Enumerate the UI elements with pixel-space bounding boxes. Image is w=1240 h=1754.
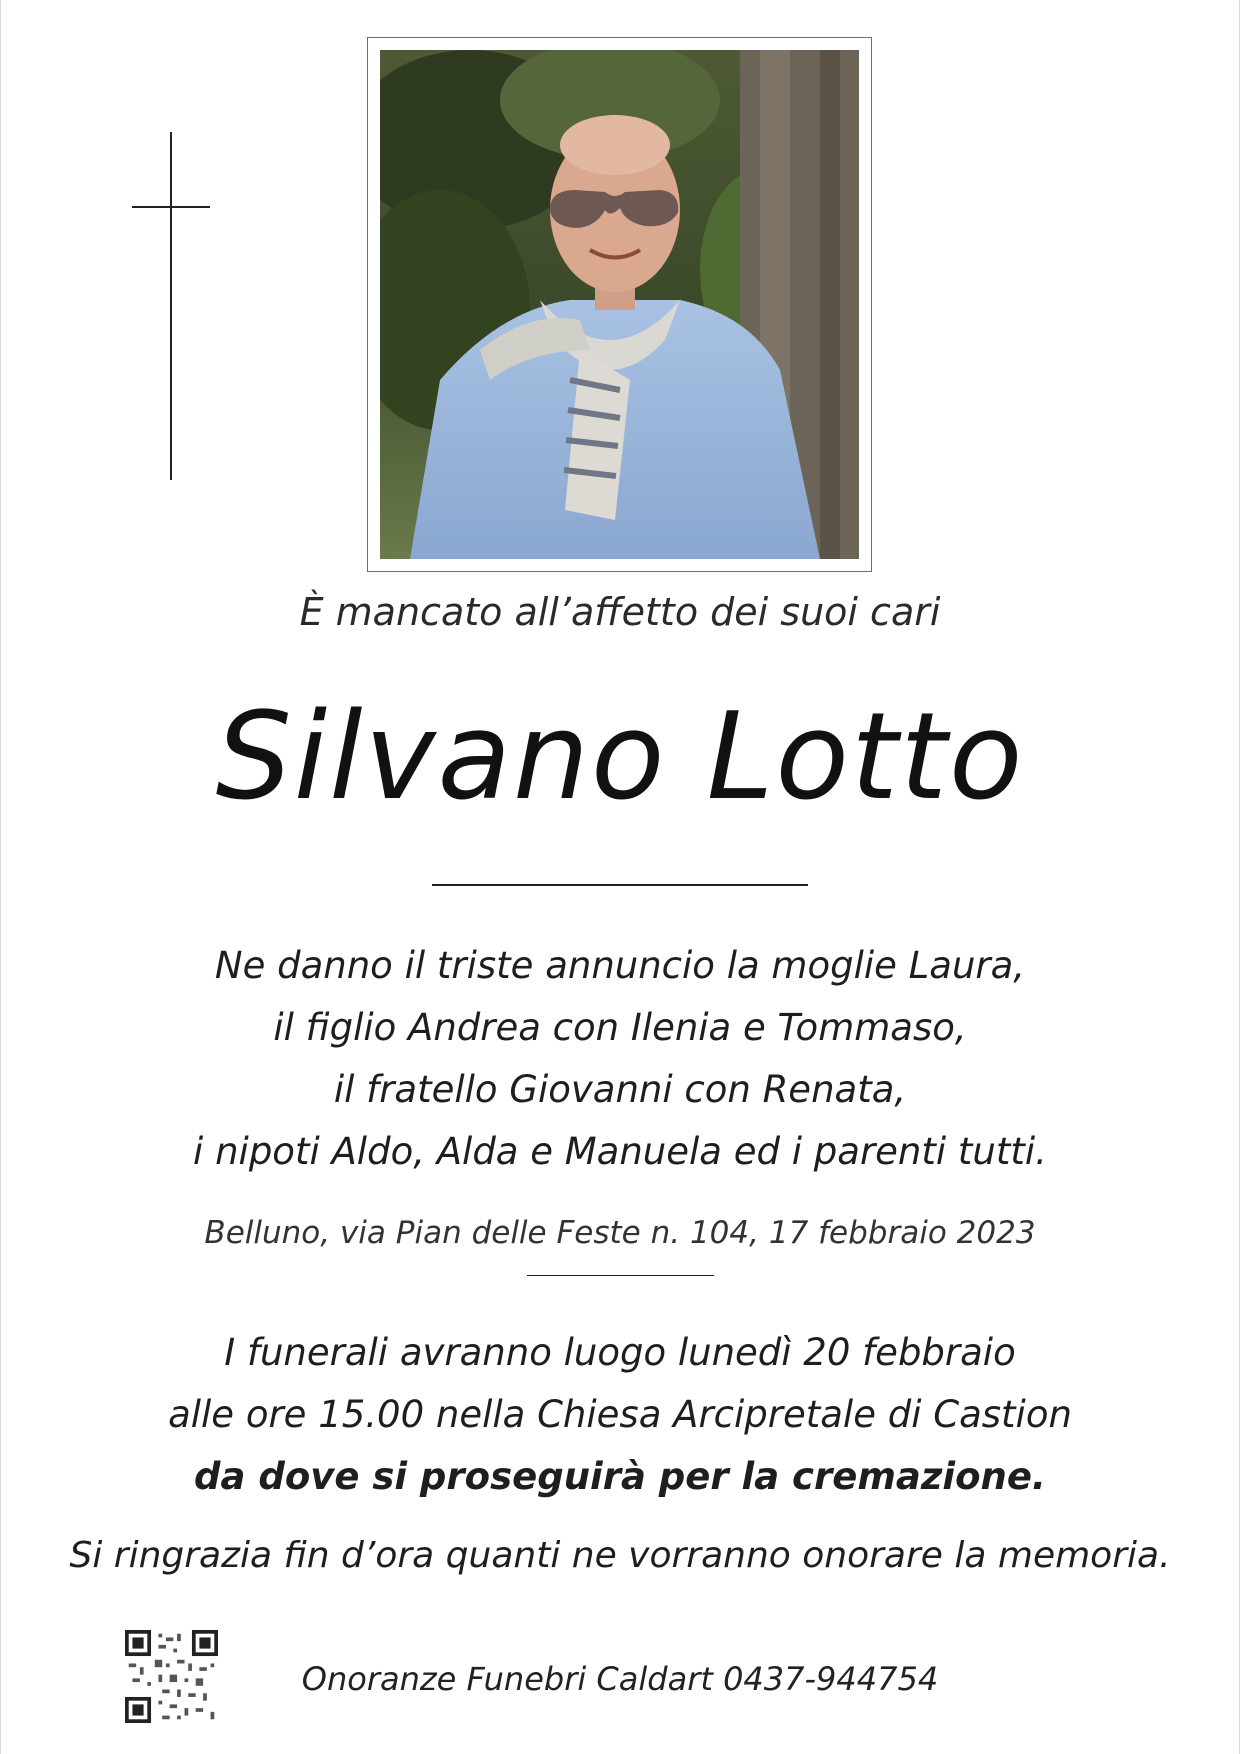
thanks-text: Si ringrazia fin d’ora quanti ne vorranno onorare la memoria. <box>69 1535 1171 1576</box>
place-date: Belluno, via Pian delle Feste n. 104, 17 febbraio 2023 <box>204 1215 1036 1251</box>
announcement-line: il figlio Andrea con Ilenia e Tommaso, <box>273 1006 967 1049</box>
announcement <box>0 935 1240 1183</box>
deceased-name: Silvano Lotto <box>215 688 1025 827</box>
portrait-frame <box>367 37 872 572</box>
funeral-info <box>0 1322 1240 1508</box>
funeral-line: alle ore 15.00 nella Chiesa Arcipretale di Castion <box>168 1393 1072 1436</box>
funeral-home: Onoranze Funebri Caldart 0437-944754 <box>301 1660 939 1698</box>
announcement-line: i nipoti Aldo, Alda e Manuela ed i parenti tutti. <box>193 1130 1047 1173</box>
announcement-line: il fratello Giovanni con Renata, <box>333 1068 907 1111</box>
cross-icon <box>0 0 240 500</box>
funeral-line: I funerali avranno luogo lunedì 20 febbraio <box>224 1331 1016 1374</box>
announcement-line: Ne danno il triste annuncio la moglie Laura, <box>214 944 1026 987</box>
funeral-bold-line: da dove si proseguirà per la cremazione. <box>194 1455 1046 1498</box>
intro-text: È mancato all’affetto dei suoi cari <box>299 590 941 634</box>
divider <box>432 884 808 886</box>
portrait-photo <box>380 50 859 559</box>
divider-small <box>527 1275 714 1276</box>
